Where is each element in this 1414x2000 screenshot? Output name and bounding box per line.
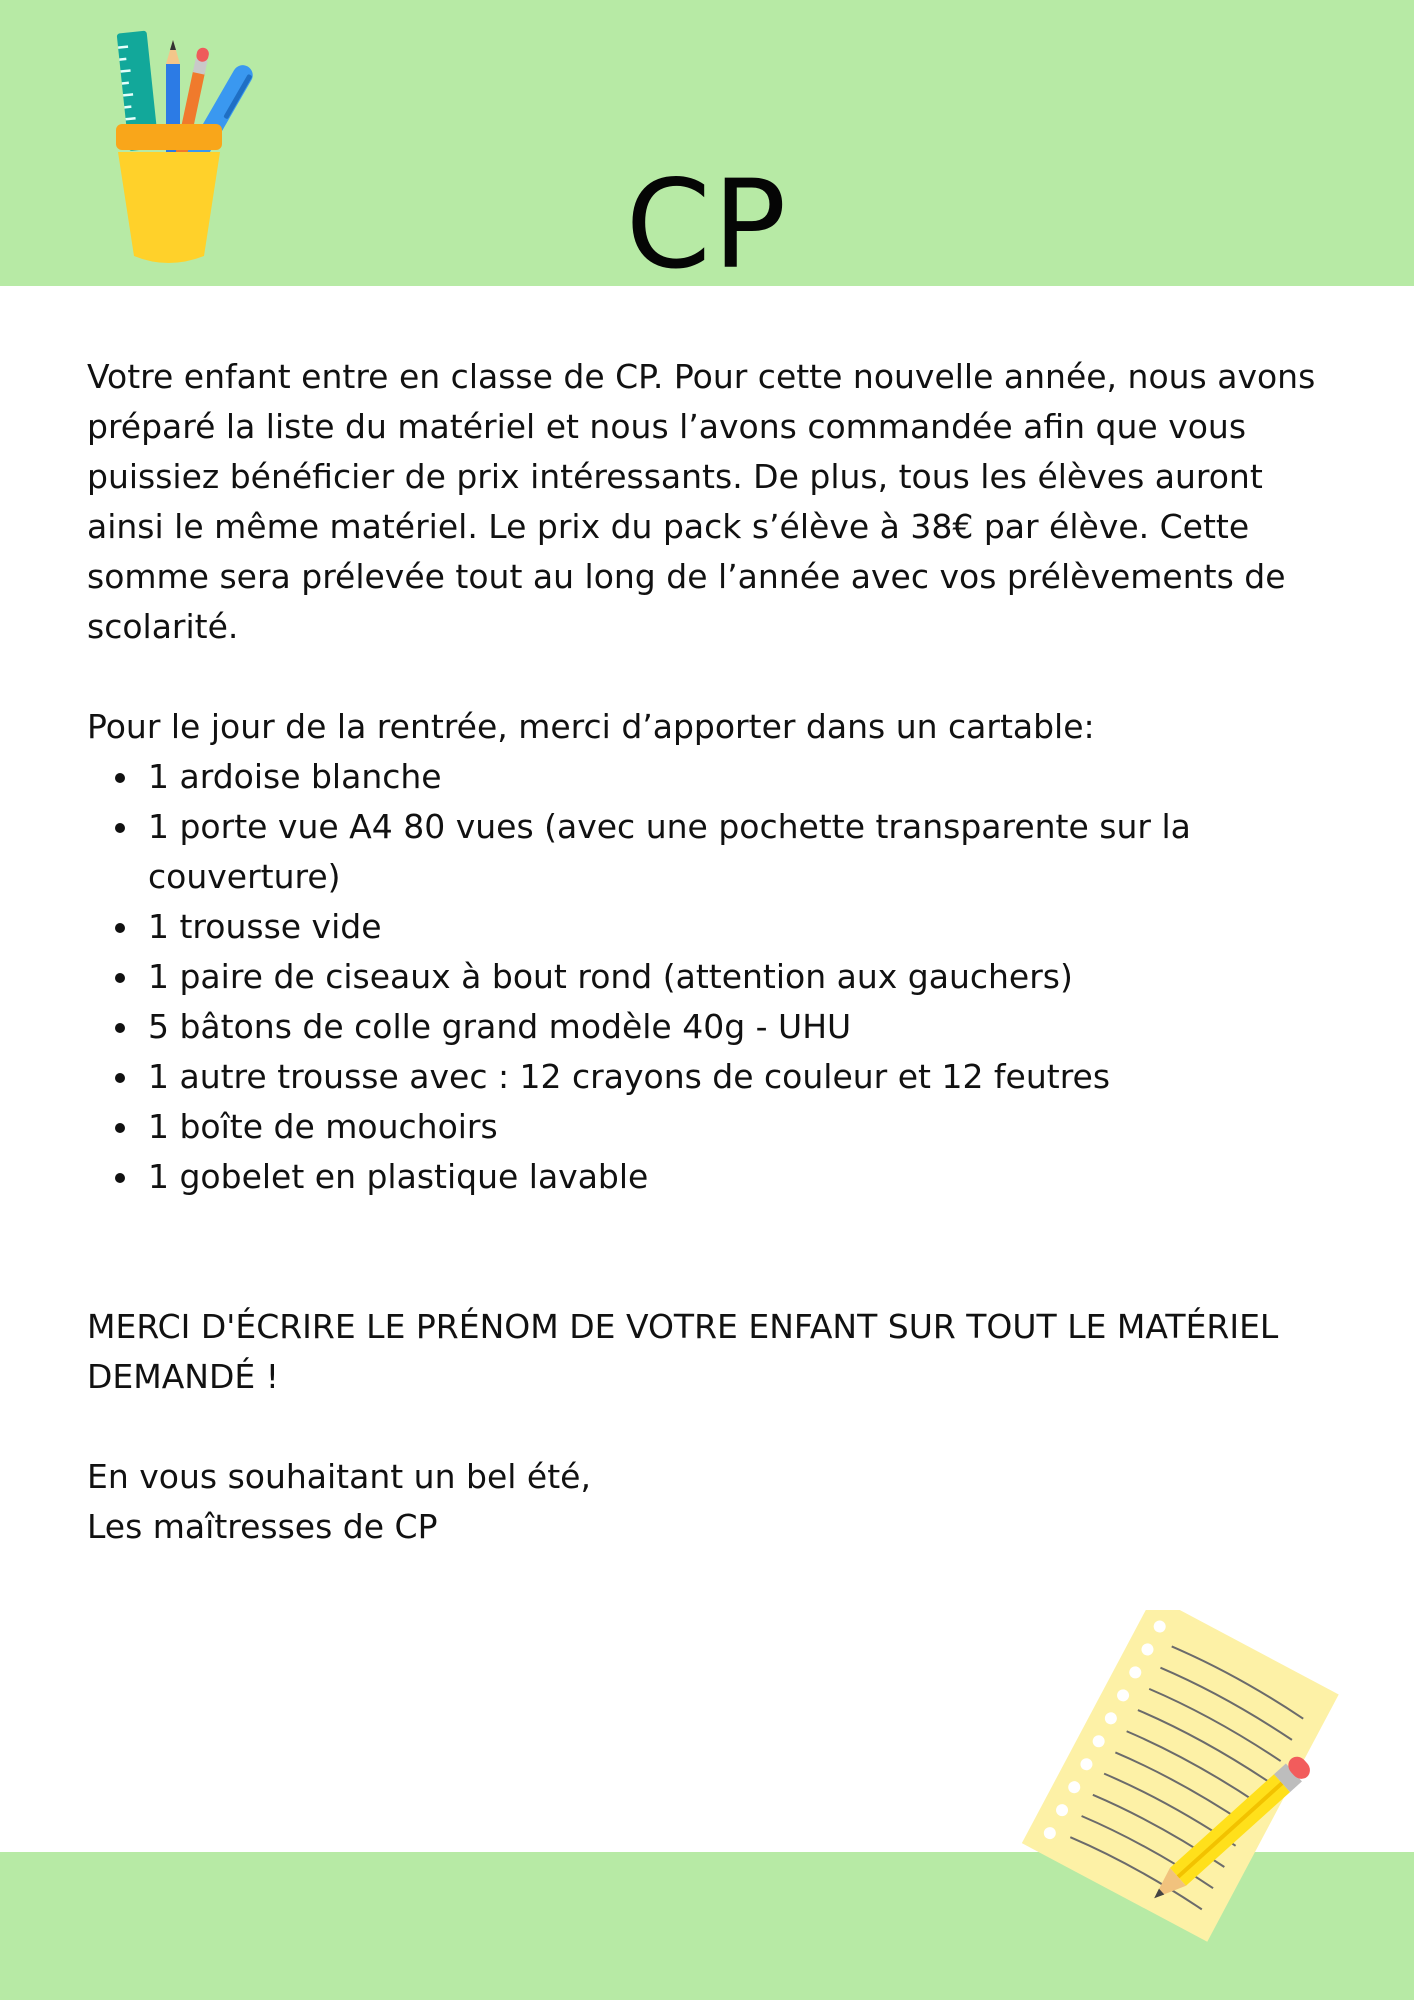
list-intro: Pour le jour de la rentrée, merci d’apporter dans un cartable: <box>87 707 1095 746</box>
list-item: 1 trousse vide <box>148 902 1347 952</box>
letter-body <box>87 352 1347 1552</box>
name-notice: MERCI D'ÉCRIRE LE PRÉNOM DE VOTRE ENFANT SUR TOUT LE MATÉRIEL DEMANDÉ ! <box>87 1307 1279 1396</box>
list-item: 1 gobelet en plastique lavable <box>148 1152 1347 1202</box>
closing-line: En vous souhaitant un bel été, <box>87 1457 591 1496</box>
list-item: 1 boîte de mouchoirs <box>148 1102 1347 1152</box>
list-item: 1 porte vue A4 80 vues (avec une pochette transparente sur la couverture) <box>148 802 1347 902</box>
list-item: 1 autre trousse avec : 12 crayons de couleur et 12 feutres <box>148 1052 1347 1102</box>
list-item: 5 bâtons de colle grand modèle 40g - UHU <box>148 1002 1347 1052</box>
spacer <box>87 1202 1347 1302</box>
supply-list <box>87 752 1347 1202</box>
intro-paragraph: Votre enfant entre en classe de CP. Pour cette nouvelle année, nous avons préparé la liste du matériel et nous l’avons commandée afin que vous puissiez bénéficier de prix intéressants. De plus, tous les élèves auront ainsi le même matériel. Le prix du pack s’élève à 38€ par élève. Cette somme sera prélevée tout au long de l’année avec vos prélèvements de scolarité. <box>87 357 1316 646</box>
spacer <box>87 652 1347 702</box>
spacer <box>87 1402 1347 1452</box>
list-item: 1 ardoise blanche <box>148 752 1347 802</box>
list-item: 1 paire de ciseaux à bout rond (attention aux gauchers) <box>148 952 1347 1002</box>
notepaper-pencil-icon <box>1010 1610 1350 1950</box>
page-title: CP <box>625 154 789 296</box>
signature: Les maîtresses de CP <box>87 1507 438 1546</box>
